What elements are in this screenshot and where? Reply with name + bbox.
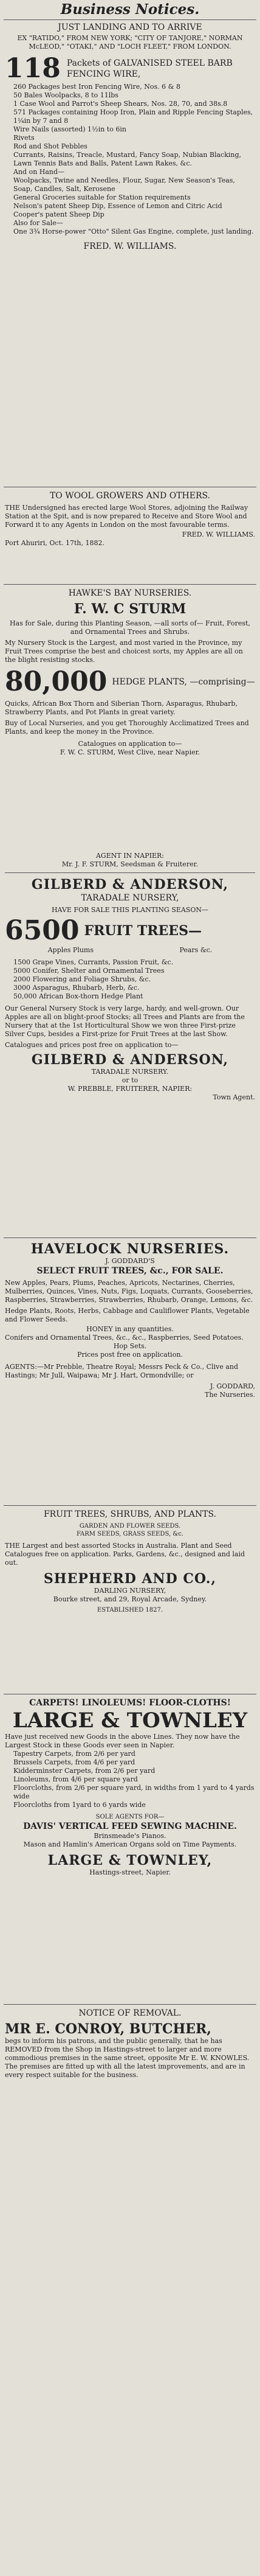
firm-name: GILBERD & ANDERSON, <box>31 877 229 893</box>
notice-title: TO WOOL GROWERS AND OTHERS. <box>49 491 211 501</box>
hedge-label: HEDGE PLANTS, —comprising— <box>112 677 255 687</box>
agents-list: AGENTS:—Mr Prebble, Theatre Royal; Messrs Peck & Co., Clive and Hastings; Mr Jull, Waipawa; Mr J. Hart, Ormondville; or <box>5 1363 239 1379</box>
sole-agents: SOLE AGENTS FOR— <box>95 1814 165 1820</box>
fruit-tree-label: FRUIT TREES— <box>84 923 202 939</box>
list-item: One 3¾ Horse-power "Otto" Silent Gas Engine, complete, just landing. <box>13 228 254 235</box>
proprietor-name: F. W. C STURM <box>74 601 186 617</box>
sewing-machine: DAVIS' VERTICAL FEED SEWING MACHINE. <box>23 1822 237 1831</box>
sub-heading: GARDEN AND FLOWER SEEDS. <box>79 1523 181 1530</box>
fruit-types <box>5 946 255 955</box>
catalogue-line: Catalogues and prices post free on application to— <box>5 1041 179 1049</box>
prices-line: Prices post free on application. <box>77 1351 183 1359</box>
just-landing-notice <box>0 22 260 484</box>
firm-name: GILBERD & ANDERSON, <box>31 1052 229 1068</box>
nursery-name: TARADALE NURSERY, <box>81 893 179 903</box>
hedge-list: Quicks, African Box Thorn and Siberian Thorn, Asparagus, Rhubarb, Strawberry Plants, and Pot Plants in great variety. <box>5 700 238 716</box>
catalogue-line: Catalogues on application to— <box>78 740 182 748</box>
removal-notice <box>0 2008 260 2166</box>
firm-name: LARGE & TOWNLEY, <box>47 1853 213 1868</box>
hedge-plants-headline <box>5 668 255 696</box>
headline: SELECT FRUIT TREES, &c., FOR SALE. <box>36 1266 224 1276</box>
fruit-trees-headline <box>5 917 255 945</box>
firm-name: SHEPHERD AND CO., <box>43 1571 217 1587</box>
address: F. W. C. STURM, West Clive, near Napier. <box>60 748 200 756</box>
list-item: Kidderminster Carpets, from 2/6 per yard <box>13 1767 156 1775</box>
notice-title: HAWKE'S BAY NURSERIES. <box>68 588 192 598</box>
list-item: And on Hand— <box>13 168 65 176</box>
hedge-line: Hedge Plants, Roots, Herbs, Cabbage and Cauliflower Plants, Vegetable and Flower Seeds. <box>5 1307 250 1323</box>
list-item: Woolpacks, Twine and Needles, Flour, Sugar, New Season's Teas, Soap, Candles, Salt, Kerosene <box>13 176 235 193</box>
organs: Mason and Hamlin's American Organs sold on Time Payments. <box>23 1840 237 1848</box>
list-item: Rivets <box>13 134 35 142</box>
conifers-line: Conifers and Ornamental Trees, &c., &c., Raspberries, Seed Potatoes. <box>5 1334 244 1342</box>
notice-body: THE Largest and best assorted Stocks in Australia. Plant and Seed Catalogues free on application. Parks, Gardens, &c., designed and laid out. <box>5 1542 245 1567</box>
list-item: 5000 Conifer, Shelter and Ornamental Trees <box>13 967 165 975</box>
list-item: 1 Case Wool and Parrot's Sheep Shears, Nos. 28, 70, and 38s.8 <box>13 100 228 108</box>
address: Hastings-street, Napier. <box>89 1868 171 1876</box>
notice-title: HAVELOCK NURSERIES. <box>30 1241 230 1257</box>
offer-line: HAVE FOR SALE THIS PLANTING SEASON— <box>51 906 209 914</box>
notice-body: Have just received new Goods in the above Lines. They now have the Largest Stock in these Goods ever seen in Napier. <box>5 1733 240 1749</box>
place-date: Port Ahuriri, Oct. 17th, 1882. <box>5 539 104 547</box>
list-item: Tapestry Carpets, from 2/6 per yard <box>13 1750 135 1758</box>
lead-number: 118 <box>5 53 61 84</box>
divider <box>4 584 256 585</box>
proprietor: J. GODDARD'S <box>105 1257 155 1265</box>
hop-line: Hop Sets. <box>113 1342 147 1350</box>
divider <box>4 2004 256 2005</box>
gilberd-anderson-notice <box>0 852 260 1235</box>
masthead: Business Notices. <box>60 1 200 18</box>
agent: Mr. J. F. STURM, Seedsman & Fruiterer. <box>61 860 199 868</box>
divider <box>4 1505 256 1506</box>
notice-intro: Has for Sale, during this Planting Season, —all sorts of— Fruit, Forest, and Ornamental Trees and Shrubs. <box>10 619 250 636</box>
list-item: 260 Packages best Iron Fencing Wire, Nos. 6 & 8 <box>13 83 180 91</box>
notice-body: New Apples, Pears, Plums, Peaches, Apricots, Nectarines, Cherries, Mulberries, Quinces, Vines, Nuts, Figs, Loquats, Currants, Gooseberries, Raspberries, Strawberries, Strawberries, Rhubarb, Orange, Lemons, &c. <box>5 1279 253 1304</box>
nursery-name: TARADALE NURSERY. <box>91 1068 169 1076</box>
list-item: 50,000 African Box-thorn Hedge Plant <box>13 992 143 1000</box>
fruit-types-left: Apples Plums <box>47 946 94 954</box>
list-item: General Groceries suitable for Station requirements <box>13 193 191 201</box>
notice-body: Our General Nursery Stock is very large, hardy, and well-grown. Our Apples are all on blight-proof Stocks; all Trees and Plants are from the Nursery that at the 1st Horticultural Show we won three First-prize Silver Cups, besides a First-prize for Fruit Trees at the last Show. <box>5 1004 245 1038</box>
signature-place: The Nurseries. <box>205 1391 255 1399</box>
proprietor-name: MR E. CONROY, BUTCHER, <box>5 2021 211 2037</box>
list-item: 50 Bales Woolpacks, 8 to 11lbs <box>13 91 118 99</box>
list-item: Nelson's patent Sheep Dip, Essence of Lemon and Citric Acid <box>13 202 222 210</box>
established: ESTABLISHED 1827. <box>97 1607 163 1613</box>
fruit-tree-count: 6500 <box>5 915 80 946</box>
divider <box>4 19 256 20</box>
nursery-name: DARLING NURSERY, <box>94 1587 166 1595</box>
shepherd-notice <box>0 1509 260 1691</box>
list-item: 3000 Asparagus, Rhubarb, Herb, &c. <box>13 984 140 992</box>
list-item: Brussels Carpets, from 4/6 per yard <box>13 1758 135 1766</box>
notice-title: NOTICE OF REMOVAL. <box>78 2008 182 2018</box>
list-item: Also for Sale— <box>13 219 63 227</box>
wool-notice <box>0 490 260 582</box>
agent: W. PREBBLE, FRUITERER, NAPIER: <box>67 1085 193 1093</box>
notice-body: THE Undersigned has erected large Wool Stores, adjoining the Railway Station at the Spit, and is now prepared to Receive and Store Wool and Forward it to any Agents in London on the most favourable terms. <box>5 504 248 529</box>
hawkes-bay-nurseries-notice <box>0 588 260 849</box>
list-item: Currants, Raisins, Treacle, Mustard, Fancy Soap, Nubian Blacking, Lawn Tennis Bats and Balls, Patent Lawn Rakes, &c. <box>13 151 242 167</box>
agent-line: AGENT IN NAPIER: <box>95 852 165 860</box>
divider <box>5 872 255 873</box>
signature: FRED. W. WILLIAMS. <box>182 531 255 538</box>
honey-line: HONEY in any quantities. <box>86 1325 174 1333</box>
hedge-count: 80,000 <box>5 666 108 697</box>
list-item: Rod and Shot Pebbles <box>13 142 87 150</box>
headline: CARPETS! LINOLEUMS! FLOOR-CLOTHS! <box>29 1698 231 1708</box>
ship-list: EX "RATIDO," FROM NEW YORK; "CITY OF TANJORE," NORMAN McLEOD," "OTAKI," AND "LOCH FLEET," FROM LONDON. <box>17 34 243 50</box>
list-item: 1500 Grape Vines, Currants, Passion Fruit, &c. <box>13 958 174 966</box>
lead-text: Packets of GALVANISED STEEL BARB FENCING WIRE, <box>66 58 233 79</box>
lead-item <box>5 55 255 83</box>
large-townley-notice <box>0 1697 260 2002</box>
list-item: Linoleums, from 4/6 per square yard <box>13 1775 138 1783</box>
signature: FRED. W. WILLIAMS. <box>83 242 177 251</box>
pianos: Brinsmeade's Pianos. <box>94 1832 166 1840</box>
list-item: 571 Packages containing Hoop Iron, Plain and Ripple Fencing Staples, 1¼in by 7 and 8 <box>13 108 253 125</box>
address: Bourke street, and 29, Royal Arcade, Sydney. <box>53 1595 207 1603</box>
firm-name: LARGE & TOWNLEY <box>12 1708 248 1733</box>
buy-local: Buy of Local Nurseries, and you get Thoroughly Acclimatized Trees and Plants, and keep the money in the Province. <box>5 719 249 736</box>
notice-body: begs to inform his patrons, and the public generally, that he has REMOVED from the Shop in Hastings-street to larger and more commodious premises in the same street, opposite Mr E. W. KNOWLES. The premises are fitted up with all the latest improvements, and are in every respect suitable for the business. <box>5 2037 250 2079</box>
agent-town: Town Agent. <box>213 1093 255 1101</box>
signature: J. GODDARD, <box>210 1382 255 1390</box>
list-item: Cooper's patent Sheep Dip <box>13 211 104 218</box>
notice-title: JUST LANDING AND TO ARRIVE <box>58 23 202 32</box>
list-item: Floorcloths from 1yard to 6 yards wide <box>13 1801 146 1809</box>
list-item: Floorcloths, from 2/6 per square yard, in widths from 1 yard to 4 yards wide <box>13 1784 255 1800</box>
notice-title: FRUIT TREES, SHRUBS, AND PLANTS. <box>43 1509 217 1519</box>
agent-or: or to <box>121 1076 139 1084</box>
sub-heading: FARM SEEDS, GRASS SEEDS, &c. <box>76 1531 183 1537</box>
fruit-types-right: Pears &c. <box>179 946 213 954</box>
list-item: Wire Nails (assorted) 1½in to 6in <box>13 125 126 133</box>
list-item: 2000 Flowering and Foliage Shrubs, &c. <box>13 975 151 983</box>
havelock-nurseries-notice <box>0 1241 260 1503</box>
notice-body: My Nursery Stock is the Largest, and most varied in the Province, my Fruit Trees comprise the best and choicest sorts, my Apples are all on the blight resisting stocks. <box>5 639 243 664</box>
